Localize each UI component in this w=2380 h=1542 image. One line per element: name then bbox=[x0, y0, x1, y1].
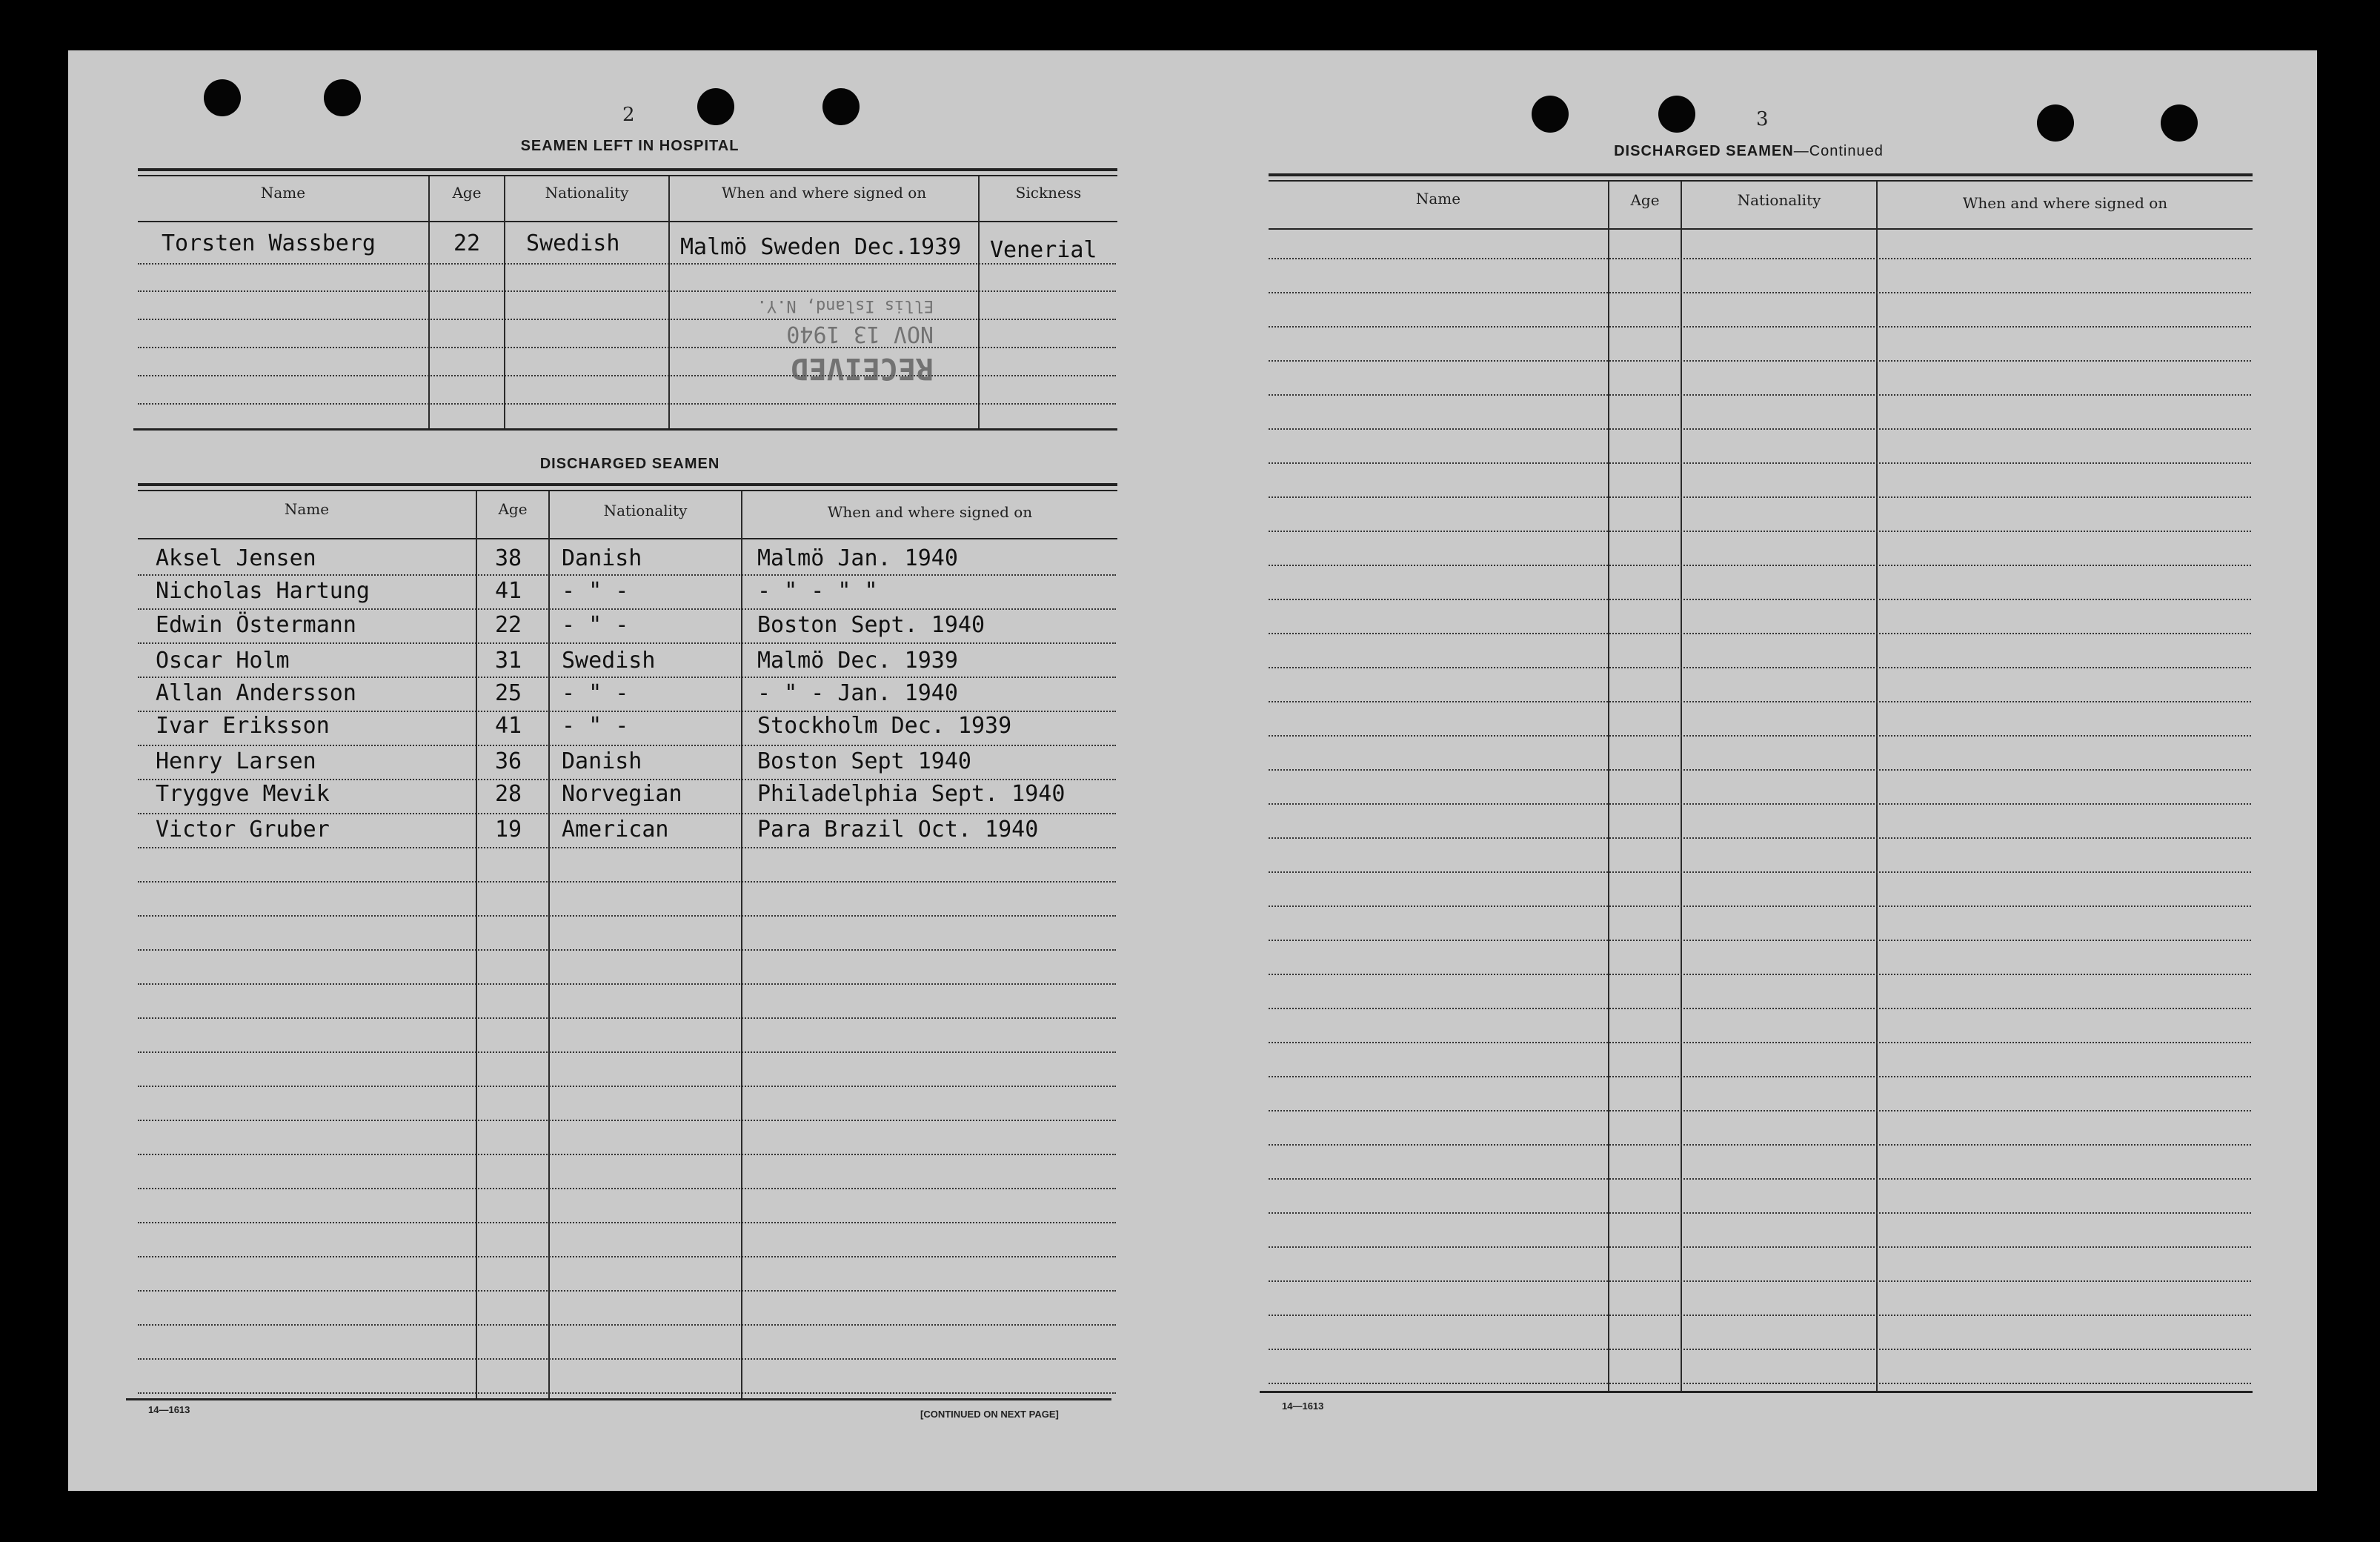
row-line bbox=[138, 1256, 1116, 1257]
rule bbox=[138, 490, 1117, 491]
stamp-line: RECEIVED bbox=[791, 351, 934, 385]
discharged-cell-age: 41 bbox=[495, 713, 522, 739]
row-line bbox=[1269, 1349, 2251, 1350]
row-line bbox=[138, 813, 1116, 814]
hospital-header-signed-on: When and where signed on bbox=[721, 184, 927, 202]
discharged-cell-nationality: - " - bbox=[562, 612, 629, 638]
row-line bbox=[138, 1358, 1116, 1360]
rule bbox=[138, 538, 1117, 539]
hospital-header-sickness: Sickness bbox=[1015, 184, 1082, 202]
discharged-cell-age: 36 bbox=[495, 748, 522, 774]
received-stamp bbox=[711, 245, 934, 385]
row-line bbox=[138, 263, 1116, 265]
column-divider bbox=[548, 491, 550, 1398]
rule bbox=[133, 428, 1117, 431]
row-line bbox=[138, 779, 1116, 780]
discharged-cell-name: Aksel Jensen bbox=[156, 545, 316, 571]
row-line bbox=[1269, 803, 2251, 805]
right-title-suffix: —Continued bbox=[1793, 143, 1884, 159]
rule bbox=[138, 483, 1117, 486]
discharged-cell-nationality: Danish bbox=[562, 748, 642, 774]
row-line bbox=[138, 745, 1116, 746]
discharged-cell-signed-on: Philadelphia Sept. 1940 bbox=[757, 781, 1066, 807]
hospital-cell-sickness: Venerial bbox=[990, 237, 1097, 263]
punch-hole bbox=[822, 88, 860, 125]
right-header-name: Name bbox=[1415, 190, 1461, 207]
right-form-number: 14—1613 bbox=[1282, 1400, 1324, 1412]
discharged-cell-age: 31 bbox=[495, 648, 522, 674]
discharged-cell-signed-on: Malmö Jan. 1940 bbox=[757, 545, 958, 571]
row-line bbox=[138, 983, 1116, 985]
document-sheet bbox=[68, 50, 2317, 1491]
discharged-cell-name: Oscar Holm bbox=[156, 648, 290, 674]
row-line bbox=[1269, 871, 2251, 873]
right-title-bold: DISCHARGED SEAMEN bbox=[1614, 143, 1794, 159]
row-line bbox=[1269, 1280, 2251, 1282]
row-line bbox=[1269, 940, 2251, 941]
discharged-cell-nationality: - " - bbox=[562, 680, 629, 706]
row-line bbox=[1269, 1042, 2251, 1043]
column-divider bbox=[476, 491, 477, 1398]
discharged-cell-signed-on: Malmö Dec. 1939 bbox=[757, 648, 958, 674]
row-line bbox=[138, 881, 1116, 883]
row-line bbox=[138, 711, 1116, 712]
column-divider bbox=[741, 491, 742, 1398]
row-line bbox=[1269, 326, 2251, 328]
discharged-cell-nationality: - " - bbox=[562, 713, 629, 739]
discharged-cell-nationality: Danish bbox=[562, 545, 642, 571]
rule bbox=[1260, 1391, 2253, 1393]
discharged-section-title: DISCHARGED SEAMEN bbox=[539, 456, 720, 472]
column-divider bbox=[1608, 182, 1609, 1391]
column-divider bbox=[1876, 182, 1878, 1391]
row-line bbox=[138, 319, 1116, 320]
punch-hole bbox=[1532, 96, 1569, 133]
stamp-line: NOV 13 1940 bbox=[786, 321, 934, 347]
row-line bbox=[138, 1017, 1116, 1019]
continued-note: [CONTINUED ON NEXT PAGE] bbox=[920, 1409, 1059, 1420]
row-line bbox=[138, 949, 1116, 951]
row-line bbox=[1269, 428, 2251, 430]
row-line bbox=[1269, 1383, 2251, 1384]
row-line bbox=[1269, 735, 2251, 737]
row-line bbox=[1269, 1076, 2251, 1077]
column-divider bbox=[978, 176, 980, 428]
discharged-header-name: Name bbox=[284, 500, 330, 518]
row-line bbox=[1269, 974, 2251, 975]
row-line bbox=[1269, 292, 2251, 293]
right-header-age: Age bbox=[1630, 191, 1660, 209]
hospital-cell-nationality: Swedish bbox=[526, 230, 620, 256]
hospital-cell-name: Torsten Wassberg bbox=[162, 230, 376, 256]
punch-hole bbox=[324, 79, 361, 116]
row-line bbox=[138, 403, 1116, 405]
column-divider bbox=[1681, 182, 1682, 1391]
row-line bbox=[138, 677, 1116, 678]
row-line bbox=[138, 608, 1116, 610]
discharged-cell-name: Edwin Östermann bbox=[156, 612, 356, 638]
column-divider bbox=[504, 176, 505, 428]
discharged-header-nationality: Nationality bbox=[603, 502, 688, 519]
discharged-cell-signed-on: Boston Sept 1940 bbox=[757, 748, 971, 774]
discharged-cell-name: Allan Andersson bbox=[156, 680, 356, 706]
row-line bbox=[138, 574, 1116, 576]
row-line bbox=[1269, 599, 2251, 600]
row-line bbox=[138, 847, 1116, 848]
hospital-cell-signed-on: Malmö Sweden Dec.1939 bbox=[680, 234, 962, 260]
row-line bbox=[1269, 1110, 2251, 1111]
rule bbox=[138, 221, 1117, 222]
row-line bbox=[138, 1188, 1116, 1189]
hospital-header-nationality: Nationality bbox=[545, 184, 629, 202]
discharged-cell-name: Ivar Eriksson bbox=[156, 713, 330, 739]
row-line bbox=[1269, 837, 2251, 839]
rule bbox=[138, 175, 1117, 176]
row-line bbox=[138, 642, 1116, 644]
discharged-cell-signed-on: Boston Sept. 1940 bbox=[757, 612, 985, 638]
discharged-header-signed-on: When and where signed on bbox=[827, 503, 1033, 521]
row-line bbox=[138, 290, 1116, 292]
discharged-cell-age: 22 bbox=[495, 612, 522, 638]
row-line bbox=[1269, 1315, 2251, 1316]
row-line bbox=[1269, 1144, 2251, 1146]
right-header-nationality: Nationality bbox=[1737, 191, 1821, 209]
discharged-cell-age: 38 bbox=[495, 545, 522, 571]
discharged-cell-name: Tryggve Mevik bbox=[156, 781, 330, 807]
right-header-signed-on: When and where signed on bbox=[1962, 194, 2168, 212]
row-line bbox=[138, 1154, 1116, 1155]
discharged-cell-age: 41 bbox=[495, 578, 522, 604]
hospital-header-age: Age bbox=[452, 184, 482, 202]
discharged-cell-signed-on: Para Brazil Oct. 1940 bbox=[757, 817, 1039, 843]
discharged-cell-name: Victor Gruber bbox=[156, 817, 330, 843]
right-page-number: 3 bbox=[1756, 108, 1769, 130]
discharged-cell-nationality: - " - bbox=[562, 578, 629, 604]
punch-hole bbox=[1658, 96, 1695, 133]
row-line bbox=[1269, 633, 2251, 634]
rule bbox=[138, 168, 1117, 171]
discharged-cell-name: Henry Larsen bbox=[156, 748, 316, 774]
rule bbox=[1269, 180, 2253, 182]
row-line bbox=[1269, 667, 2251, 668]
rule bbox=[126, 1398, 1111, 1400]
discharged-cell-nationality: Swedish bbox=[562, 648, 656, 674]
row-line bbox=[138, 1086, 1116, 1087]
row-line bbox=[138, 1222, 1116, 1223]
punch-hole bbox=[697, 88, 734, 125]
discharged-header-age: Age bbox=[498, 500, 528, 518]
discharged-cell-signed-on: Stockholm Dec. 1939 bbox=[757, 713, 1012, 739]
row-line bbox=[1269, 1178, 2251, 1180]
discharged-cell-age: 25 bbox=[495, 680, 522, 706]
row-line bbox=[1269, 769, 2251, 771]
discharged-cell-name: Nicholas Hartung bbox=[156, 578, 370, 604]
discharged-cell-nationality: Norvegian bbox=[562, 781, 682, 807]
rule bbox=[1269, 173, 2253, 176]
discharged-cell-nationality: American bbox=[562, 817, 669, 843]
row-line bbox=[138, 1120, 1116, 1121]
row-line bbox=[1269, 462, 2251, 464]
rule bbox=[1269, 228, 2253, 230]
row-line bbox=[1269, 1246, 2251, 1248]
row-line bbox=[138, 1392, 1116, 1394]
left-form-number: 14—1613 bbox=[148, 1404, 190, 1415]
column-divider bbox=[428, 176, 430, 428]
column-divider bbox=[668, 176, 670, 428]
discharged-cell-signed-on: - " - " " bbox=[757, 578, 878, 604]
punch-hole bbox=[2037, 104, 2074, 142]
stamp-line: Ellis Island, N.Y. bbox=[757, 296, 934, 315]
row-line bbox=[1269, 531, 2251, 532]
row-line bbox=[1269, 1212, 2251, 1214]
right-section-title bbox=[1556, 143, 1941, 160]
left-page-number: 2 bbox=[622, 104, 635, 126]
row-line bbox=[1269, 905, 2251, 907]
discharged-cell-signed-on: - " - Jan. 1940 bbox=[757, 680, 958, 706]
hospital-section-title: SEAMEN LEFT IN HOSPITAL bbox=[520, 138, 739, 154]
punch-hole bbox=[204, 79, 241, 116]
punch-hole bbox=[2161, 104, 2198, 142]
row-line bbox=[138, 375, 1116, 376]
row-line bbox=[138, 915, 1116, 917]
row-line bbox=[138, 347, 1116, 348]
discharged-cell-age: 28 bbox=[495, 781, 522, 807]
hospital-cell-age: 22 bbox=[453, 230, 481, 256]
row-line bbox=[138, 1051, 1116, 1053]
discharged-cell-age: 19 bbox=[495, 817, 522, 843]
row-line bbox=[1269, 394, 2251, 396]
row-line bbox=[138, 1290, 1116, 1292]
row-line bbox=[1269, 360, 2251, 362]
row-line bbox=[1269, 496, 2251, 498]
row-line bbox=[1269, 701, 2251, 702]
row-line bbox=[1269, 258, 2251, 259]
row-line bbox=[138, 1324, 1116, 1326]
row-line bbox=[1269, 1008, 2251, 1009]
row-line bbox=[1269, 565, 2251, 566]
hospital-header-name: Name bbox=[260, 184, 306, 202]
